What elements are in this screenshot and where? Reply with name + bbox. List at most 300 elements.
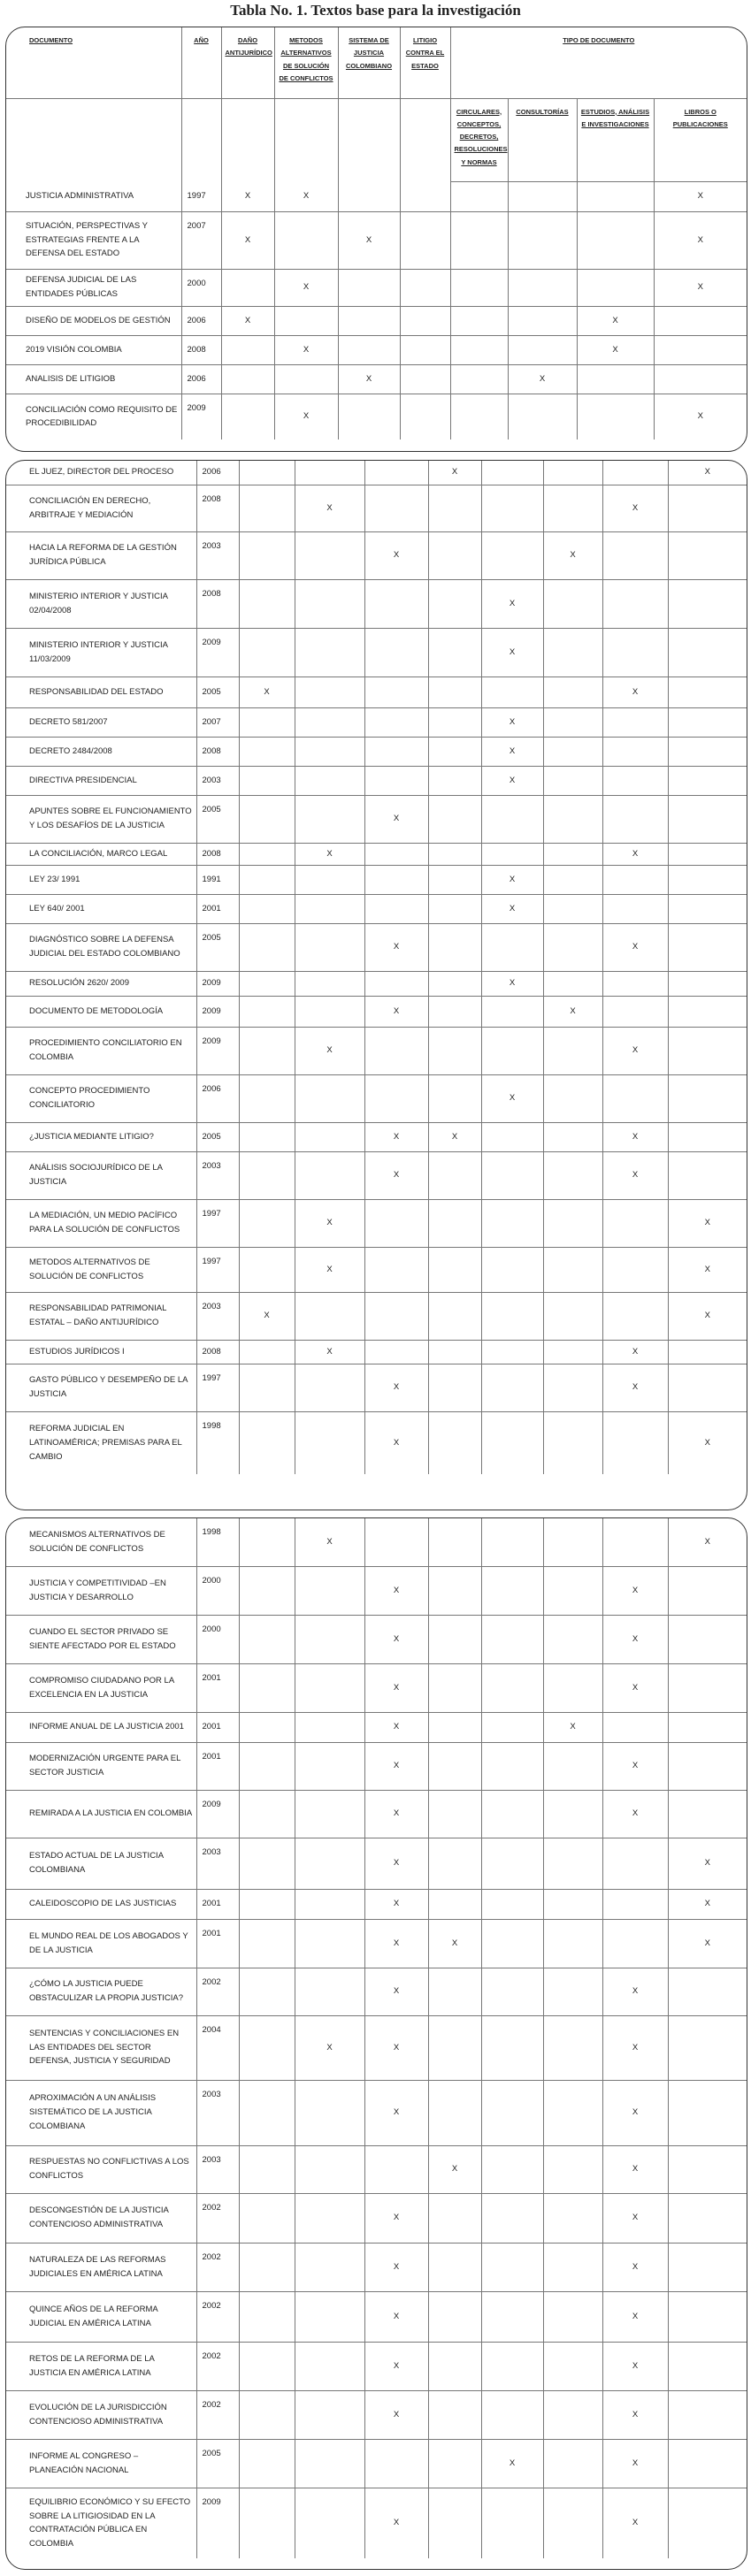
mark-cell-metodos-alternativos bbox=[295, 1889, 364, 1919]
mark-cell-metodos-alternativos: X bbox=[295, 485, 364, 531]
mark-cell-litigio-estado bbox=[400, 394, 450, 440]
mark-cell-metodos-alternativos bbox=[295, 2145, 364, 2193]
mark-cell-metodos-alternativos bbox=[295, 579, 364, 628]
mark-cell-litigio-estado bbox=[428, 2390, 481, 2439]
mark-cell-estudios-analisis: X bbox=[602, 2193, 668, 2243]
document-name-cell: DESCONGESTIÓN DE LA JUSTICIA CONTENCIOSO ADMINISTRATIVA bbox=[6, 2193, 196, 2243]
mark-cell-estudios-analisis bbox=[577, 269, 654, 306]
mark-cell-libros-publicaciones bbox=[668, 894, 747, 923]
mark-cell-metodos-alternativos bbox=[295, 628, 364, 676]
mark-cell-sistema-justicia bbox=[364, 1518, 428, 1566]
document-name-cell: LA MEDIACIÓN, UN MEDIO PACÍFICO PARA LA SOLUCIÓN DE CONFLICTOS bbox=[6, 1199, 196, 1247]
mark-cell-litigio-estado bbox=[400, 335, 450, 364]
mark-cell-dano-antijuridico bbox=[239, 737, 295, 766]
mark-cell-estudios-analisis: X bbox=[602, 1968, 668, 2015]
year-cell: 2001 bbox=[196, 1919, 239, 1968]
mark-cell-litigio-estado bbox=[428, 1518, 481, 1566]
table-body-3 bbox=[6, 1518, 747, 2558]
year-cell: 2008 bbox=[196, 843, 239, 865]
document-name-cell: HACIA LA REFORMA DE LA GESTIÓN JURÍDICA PÚBLICA bbox=[6, 531, 196, 579]
document-name-cell: DOCUMENTO DE METODOLOGÍA bbox=[6, 996, 196, 1027]
year-cell: 2001 bbox=[196, 1742, 239, 1790]
mark-cell-litigio-estado bbox=[428, 2015, 481, 2080]
document-name-cell: CUANDO EL SECTOR PRIVADO SE SIENTE AFECTADO POR EL ESTADO bbox=[6, 1615, 196, 1663]
mark-cell-sistema-justicia: X bbox=[364, 2342, 428, 2390]
mark-cell-circulares-normas bbox=[481, 1742, 543, 1790]
mark-cell-consultorias bbox=[543, 1364, 602, 1411]
mark-cell-sistema-justicia: X bbox=[364, 1838, 428, 1889]
mark-cell-metodos-alternativos bbox=[295, 2342, 364, 2390]
mark-cell-estudios-analisis bbox=[602, 1199, 668, 1247]
mark-cell-libros-publicaciones bbox=[668, 971, 747, 996]
mark-cell-circulares-normas bbox=[450, 211, 508, 269]
mark-cell-consultorias bbox=[543, 579, 602, 628]
mark-cell-litigio-estado bbox=[400, 306, 450, 335]
table-row bbox=[6, 628, 747, 676]
year-cell: 2002 bbox=[196, 1968, 239, 2015]
mark-cell-circulares-normas bbox=[481, 676, 543, 707]
mark-cell-circulares-normas bbox=[481, 2291, 543, 2342]
table-row bbox=[6, 461, 747, 485]
mark-cell-litigio-estado bbox=[428, 1364, 481, 1411]
mark-cell-circulares-normas: X bbox=[481, 894, 543, 923]
year-cell: 2006 bbox=[196, 461, 239, 485]
mark-cell-libros-publicaciones bbox=[654, 306, 747, 335]
mark-cell-estudios-analisis: X bbox=[602, 1364, 668, 1411]
document-name-cell: DECRETO 581/2007 bbox=[6, 707, 196, 737]
mark-cell-consultorias bbox=[543, 2291, 602, 2342]
mark-cell-libros-publicaciones: X bbox=[668, 1889, 747, 1919]
header-documento: DOCUMENTO bbox=[6, 27, 181, 98]
document-name-cell: SITUACIÓN, PERSPECTIVAS Y ESTRATEGIAS FRENTE A LA DEFENSA DEL ESTADO bbox=[6, 211, 181, 269]
mark-cell-estudios-analisis: X bbox=[602, 2488, 668, 2558]
subheader-row bbox=[6, 98, 747, 181]
mark-cell-litigio-estado bbox=[428, 2291, 481, 2342]
mark-cell-consultorias bbox=[543, 923, 602, 971]
table-row bbox=[6, 894, 747, 923]
header-circulares: CIRCULARES, CONCEPTOS, DECRETOS, RESOLUCIONES Y NORMAS bbox=[450, 98, 508, 181]
year-cell: 2002 bbox=[196, 2243, 239, 2291]
mark-cell-consultorias bbox=[543, 1790, 602, 1838]
mark-cell-circulares-normas bbox=[481, 1340, 543, 1364]
mark-cell-metodos-alternativos: X bbox=[295, 1247, 364, 1292]
year-cell: 2009 bbox=[181, 394, 221, 440]
header-litigio: LITIGIO CONTRA EL ESTADO bbox=[400, 27, 450, 98]
mark-cell-consultorias bbox=[543, 2342, 602, 2390]
mark-cell-estudios-analisis: X bbox=[602, 485, 668, 531]
mark-cell-litigio-estado bbox=[428, 2488, 481, 2558]
mark-cell-dano-antijuridico bbox=[239, 1199, 295, 1247]
document-name-cell: EL MUNDO REAL DE LOS ABOGADOS Y DE LA JUSTICIA bbox=[6, 1919, 196, 1968]
mark-cell-metodos-alternativos bbox=[295, 1742, 364, 1790]
document-name-cell: MINISTERIO INTERIOR Y JUSTICIA 11/03/2009 bbox=[6, 628, 196, 676]
mark-cell-consultorias bbox=[543, 1074, 602, 1122]
mark-cell-metodos-alternativos bbox=[295, 1411, 364, 1474]
mark-cell-dano-antijuridico: X bbox=[239, 1292, 295, 1340]
table-row bbox=[6, 1122, 747, 1151]
mark-cell-circulares-normas bbox=[481, 2080, 543, 2145]
mark-cell-estudios-analisis: X bbox=[602, 1340, 668, 1364]
table-row bbox=[6, 1712, 747, 1742]
table-row bbox=[6, 1790, 747, 1838]
mark-cell-sistema-justicia: X bbox=[364, 996, 428, 1027]
mark-cell-libros-publicaciones: X bbox=[668, 461, 747, 485]
mark-cell-litigio-estado bbox=[400, 211, 450, 269]
mark-cell-circulares-normas bbox=[481, 2193, 543, 2243]
document-name-cell: MODERNIZACIÓN URGENTE PARA EL SECTOR JUSTICIA bbox=[6, 1742, 196, 1790]
mark-cell-dano-antijuridico bbox=[239, 1919, 295, 1968]
mark-cell-libros-publicaciones: X bbox=[668, 1199, 747, 1247]
mark-cell-litigio-estado bbox=[428, 1968, 481, 2015]
table-row bbox=[6, 1027, 747, 1074]
header-tipo: TIPO DE DOCUMENTO bbox=[450, 27, 747, 98]
year-cell: 2008 bbox=[196, 485, 239, 531]
mark-cell-litigio-estado: X bbox=[428, 2145, 481, 2193]
mark-cell-estudios-analisis: X bbox=[602, 1566, 668, 1615]
mark-cell-metodos-alternativos bbox=[295, 2488, 364, 2558]
mark-cell-consultorias bbox=[508, 394, 577, 440]
mark-cell-sistema-justicia: X bbox=[338, 211, 400, 269]
mark-cell-litigio-estado bbox=[428, 1790, 481, 1838]
mark-cell-metodos-alternativos bbox=[295, 461, 364, 485]
document-name-cell: DISEÑO DE MODELOS DE GESTIÓN bbox=[6, 306, 181, 335]
document-name-cell: SENTENCIAS Y CONCILIACIONES EN LAS ENTIDADES DEL SECTOR DEFENSA, JUSTICIA Y SEGURIDAD bbox=[6, 2015, 196, 2080]
mark-cell-circulares-normas bbox=[481, 843, 543, 865]
mark-cell-consultorias bbox=[543, 1340, 602, 1364]
mark-cell-circulares-normas bbox=[481, 1122, 543, 1151]
mark-cell-estudios-analisis: X bbox=[602, 1615, 668, 1663]
table-row bbox=[6, 1364, 747, 1411]
mark-cell-circulares-normas: X bbox=[481, 971, 543, 996]
mark-cell-sistema-justicia bbox=[364, 1292, 428, 1340]
mark-cell-sistema-justicia: X bbox=[364, 1411, 428, 1474]
mark-cell-sistema-justicia bbox=[364, 1340, 428, 1364]
year-cell: 2002 bbox=[196, 2193, 239, 2243]
document-name-cell: ¿JUSTICIA MEDIANTE LITIGIO? bbox=[6, 1122, 196, 1151]
mark-cell-sistema-justicia bbox=[364, 628, 428, 676]
table-row bbox=[6, 1838, 747, 1889]
year-cell: 2000 bbox=[181, 269, 221, 306]
mark-cell-circulares-normas bbox=[481, 2145, 543, 2193]
table-row bbox=[6, 1663, 747, 1712]
mark-cell-dano-antijuridico bbox=[239, 1615, 295, 1663]
mark-cell-metodos-alternativos: X bbox=[274, 394, 338, 440]
mark-cell-metodos-alternativos bbox=[295, 1074, 364, 1122]
mark-cell-consultorias bbox=[508, 335, 577, 364]
table-row bbox=[6, 335, 747, 364]
mark-cell-libros-publicaciones: X bbox=[668, 1838, 747, 1889]
year-cell: 2003 bbox=[196, 2080, 239, 2145]
mark-cell-libros-publicaciones bbox=[668, 676, 747, 707]
mark-cell-consultorias bbox=[543, 1838, 602, 1889]
mark-cell-litigio-estado: X bbox=[428, 1122, 481, 1151]
mark-cell-circulares-normas: X bbox=[481, 628, 543, 676]
document-name-cell: CALEIDOSCOPIO DE LAS JUSTICIAS bbox=[6, 1889, 196, 1919]
documents-table-1 bbox=[6, 27, 747, 440]
mark-cell-libros-publicaciones: X bbox=[668, 1411, 747, 1474]
mark-cell-litigio-estado bbox=[400, 364, 450, 394]
year-cell: 2006 bbox=[181, 306, 221, 335]
mark-cell-libros-publicaciones bbox=[668, 1712, 747, 1742]
mark-cell-dano-antijuridico: X bbox=[221, 306, 274, 335]
document-name-cell: DIAGNÓSTICO SOBRE LA DEFENSA JUDICIAL DEL ESTADO COLOMBIANO bbox=[6, 923, 196, 971]
table-row bbox=[6, 2291, 747, 2342]
mark-cell-sistema-justicia bbox=[338, 394, 400, 440]
table-row bbox=[6, 485, 747, 531]
mark-cell-libros-publicaciones bbox=[668, 865, 747, 894]
mark-cell-circulares-normas bbox=[481, 1889, 543, 1919]
mark-cell-libros-publicaciones bbox=[668, 1968, 747, 2015]
mark-cell-dano-antijuridico bbox=[239, 1712, 295, 1742]
mark-cell-estudios-analisis: X bbox=[577, 335, 654, 364]
mark-cell-sistema-justicia bbox=[364, 485, 428, 531]
document-name-cell: CONCILIACIÓN EN DERECHO, ARBITRAJE Y MEDIACIÓN bbox=[6, 485, 196, 531]
mark-cell-dano-antijuridico bbox=[239, 971, 295, 996]
mark-cell-estudios-analisis bbox=[577, 181, 654, 211]
mark-cell-metodos-alternativos bbox=[274, 306, 338, 335]
mark-cell-estudios-analisis bbox=[602, 996, 668, 1027]
mark-cell-libros-publicaciones bbox=[668, 628, 747, 676]
mark-cell-dano-antijuridico bbox=[239, 628, 295, 676]
mark-cell-litigio-estado bbox=[428, 865, 481, 894]
table-row bbox=[6, 923, 747, 971]
mark-cell-metodos-alternativos bbox=[295, 1364, 364, 1411]
mark-cell-estudios-analisis bbox=[602, 579, 668, 628]
mark-cell-sistema-justicia: X bbox=[364, 2015, 428, 2080]
mark-cell-circulares-normas: X bbox=[481, 865, 543, 894]
mark-cell-estudios-analisis: X bbox=[602, 923, 668, 971]
year-cell: 1997 bbox=[196, 1364, 239, 1411]
mark-cell-metodos-alternativos bbox=[295, 996, 364, 1027]
mark-cell-libros-publicaciones bbox=[668, 1364, 747, 1411]
mark-cell-dano-antijuridico bbox=[239, 2291, 295, 2342]
document-name-cell: DECRETO 2484/2008 bbox=[6, 737, 196, 766]
mark-cell-sistema-justicia: X bbox=[364, 1122, 428, 1151]
document-name-cell: LA CONCILIACIÓN, MARCO LEGAL bbox=[6, 843, 196, 865]
year-cell: 2005 bbox=[196, 795, 239, 843]
header-row bbox=[6, 27, 747, 98]
document-name-cell: PROCEDIMIENTO CONCILIATORIO EN COLOMBIA bbox=[6, 1027, 196, 1074]
mark-cell-consultorias bbox=[543, 1292, 602, 1340]
mark-cell-litigio-estado bbox=[428, 843, 481, 865]
mark-cell-consultorias bbox=[543, 2193, 602, 2243]
mark-cell-sistema-justicia: X bbox=[338, 364, 400, 394]
mark-cell-circulares-normas bbox=[481, 2015, 543, 2080]
year-cell: 1998 bbox=[196, 1411, 239, 1474]
mark-cell-estudios-analisis bbox=[602, 628, 668, 676]
document-name-cell: NATURALEZA DE LAS REFORMAS JUDICIALES EN AMÉRICA LATINA bbox=[6, 2243, 196, 2291]
mark-cell-consultorias bbox=[543, 1663, 602, 1712]
mark-cell-sistema-justicia: X bbox=[364, 1742, 428, 1790]
mark-cell-litigio-estado bbox=[428, 923, 481, 971]
mark-cell-estudios-analisis: X bbox=[602, 843, 668, 865]
mark-cell-metodos-alternativos bbox=[295, 1663, 364, 1712]
mark-cell-sistema-justicia bbox=[338, 181, 400, 211]
mark-cell-consultorias bbox=[508, 211, 577, 269]
mark-cell-metodos-alternativos: X bbox=[295, 843, 364, 865]
mark-cell-libros-publicaciones bbox=[668, 2342, 747, 2390]
mark-cell-metodos-alternativos bbox=[295, 737, 364, 766]
mark-cell-metodos-alternativos bbox=[295, 1566, 364, 1615]
mark-cell-dano-antijuridico bbox=[239, 579, 295, 628]
mark-cell-litigio-estado bbox=[428, 1742, 481, 1790]
mark-cell-circulares-normas bbox=[481, 1518, 543, 1566]
mark-cell-sistema-justicia: X bbox=[364, 1889, 428, 1919]
mark-cell-estudios-analisis: X bbox=[602, 676, 668, 707]
mark-cell-consultorias bbox=[508, 306, 577, 335]
mark-cell-dano-antijuridico bbox=[239, 1742, 295, 1790]
document-name-cell: COMPROMISO CIUDADANO POR LA EXCELENCIA EN LA JUSTICIA bbox=[6, 1663, 196, 1712]
mark-cell-estudios-analisis: X bbox=[602, 1151, 668, 1199]
year-cell: 2003 bbox=[196, 531, 239, 579]
year-cell: 2009 bbox=[196, 628, 239, 676]
mark-cell-circulares-normas bbox=[481, 1838, 543, 1889]
mark-cell-dano-antijuridico bbox=[239, 2390, 295, 2439]
mark-cell-estudios-analisis bbox=[602, 1712, 668, 1742]
mark-cell-sistema-justicia: X bbox=[364, 795, 428, 843]
mark-cell-litigio-estado bbox=[428, 766, 481, 795]
mark-cell-libros-publicaciones bbox=[668, 531, 747, 579]
mark-cell-consultorias bbox=[543, 1247, 602, 1292]
mark-cell-litigio-estado bbox=[428, 1411, 481, 1474]
mark-cell-litigio-estado: X bbox=[428, 1919, 481, 1968]
mark-cell-metodos-alternativos bbox=[295, 2291, 364, 2342]
table-row bbox=[6, 971, 747, 996]
mark-cell-dano-antijuridico bbox=[221, 394, 274, 440]
mark-cell-estudios-analisis: X bbox=[602, 2342, 668, 2390]
mark-cell-sistema-justicia bbox=[364, 579, 428, 628]
year-cell: 2006 bbox=[181, 364, 221, 394]
mark-cell-consultorias bbox=[543, 1122, 602, 1151]
document-name-cell: 2019 VISIÓN COLOMBIA bbox=[6, 335, 181, 364]
year-cell: 2003 bbox=[196, 2145, 239, 2193]
mark-cell-estudios-analisis bbox=[602, 1838, 668, 1889]
header-metodos: METODOS ALTERNATIVOS DE SOLUCIÓN DE CONFLICTOS bbox=[274, 27, 338, 98]
year-cell: 2001 bbox=[196, 1889, 239, 1919]
mark-cell-litigio-estado bbox=[428, 737, 481, 766]
mark-cell-circulares-normas bbox=[481, 795, 543, 843]
mark-cell-metodos-alternativos bbox=[295, 2439, 364, 2488]
mark-cell-litigio-estado bbox=[428, 531, 481, 579]
mark-cell-litigio-estado bbox=[400, 269, 450, 306]
table-row bbox=[6, 795, 747, 843]
mark-cell-sistema-justicia: X bbox=[364, 2291, 428, 2342]
mark-cell-dano-antijuridico: X bbox=[221, 181, 274, 211]
mark-cell-metodos-alternativos bbox=[295, 676, 364, 707]
mark-cell-litigio-estado bbox=[428, 628, 481, 676]
mark-cell-litigio-estado bbox=[428, 1292, 481, 1340]
mark-cell-circulares-normas: X bbox=[481, 766, 543, 795]
table-row bbox=[6, 394, 747, 440]
mark-cell-estudios-analisis: X bbox=[602, 2015, 668, 2080]
table-row bbox=[6, 181, 747, 211]
mark-cell-consultorias bbox=[508, 269, 577, 306]
mark-cell-estudios-analisis: X bbox=[602, 2243, 668, 2291]
mark-cell-consultorias bbox=[543, 485, 602, 531]
mark-cell-circulares-normas bbox=[450, 306, 508, 335]
mark-cell-sistema-justicia bbox=[364, 676, 428, 707]
document-name-cell: ESTADO ACTUAL DE LA JUSTICIA COLOMBIANA bbox=[6, 1838, 196, 1889]
mark-cell-litigio-estado bbox=[428, 1151, 481, 1199]
mark-cell-dano-antijuridico bbox=[239, 531, 295, 579]
mark-cell-dano-antijuridico bbox=[239, 1518, 295, 1566]
mark-cell-consultorias bbox=[543, 865, 602, 894]
table-section-1 bbox=[5, 27, 747, 452]
mark-cell-libros-publicaciones bbox=[668, 766, 747, 795]
mark-cell-libros-publicaciones bbox=[668, 843, 747, 865]
year-cell: 2001 bbox=[196, 1712, 239, 1742]
mark-cell-consultorias bbox=[543, 461, 602, 485]
document-name-cell: METODOS ALTERNATIVOS DE SOLUCIÓN DE CONFLICTOS bbox=[6, 1247, 196, 1292]
mark-cell-sistema-justicia: X bbox=[364, 1968, 428, 2015]
mark-cell-estudios-analisis: X bbox=[602, 2390, 668, 2439]
mark-cell-litigio-estado bbox=[428, 996, 481, 1027]
documents-table-2 bbox=[6, 461, 747, 1474]
mark-cell-sistema-justicia bbox=[364, 1027, 428, 1074]
mark-cell-consultorias bbox=[543, 737, 602, 766]
mark-cell-metodos-alternativos bbox=[295, 2390, 364, 2439]
table-row bbox=[6, 676, 747, 707]
mark-cell-libros-publicaciones bbox=[668, 1122, 747, 1151]
mark-cell-libros-publicaciones bbox=[654, 364, 747, 394]
header-consultorias: CONSULTORÍAS bbox=[508, 98, 577, 181]
table-row bbox=[6, 2488, 747, 2558]
mark-cell-metodos-alternativos bbox=[295, 865, 364, 894]
mark-cell-consultorias bbox=[543, 1151, 602, 1199]
mark-cell-estudios-analisis bbox=[602, 766, 668, 795]
mark-cell-dano-antijuridico bbox=[239, 2439, 295, 2488]
document-name-cell: EL JUEZ, DIRECTOR DEL PROCESO bbox=[6, 461, 196, 485]
year-cell: 2002 bbox=[196, 2291, 239, 2342]
mark-cell-consultorias bbox=[543, 894, 602, 923]
mark-cell-circulares-normas bbox=[450, 394, 508, 440]
document-name-cell: CONCILIACIÓN COMO REQUISITO DE PROCEDIBILIDAD bbox=[6, 394, 181, 440]
mark-cell-litigio-estado bbox=[428, 1247, 481, 1292]
mark-cell-metodos-alternativos bbox=[295, 1919, 364, 1968]
year-cell: 2005 bbox=[196, 1122, 239, 1151]
mark-cell-dano-antijuridico bbox=[239, 2488, 295, 2558]
mark-cell-estudios-analisis bbox=[602, 1292, 668, 1340]
mark-cell-circulares-normas bbox=[481, 996, 543, 1027]
mark-cell-litigio-estado bbox=[428, 1615, 481, 1663]
mark-cell-libros-publicaciones bbox=[668, 1742, 747, 1790]
table-section-3 bbox=[5, 1517, 747, 2570]
mark-cell-consultorias bbox=[543, 1919, 602, 1968]
document-name-cell: MECANISMOS ALTERNATIVOS DE SOLUCIÓN DE CONFLICTOS bbox=[6, 1518, 196, 1566]
mark-cell-libros-publicaciones: X bbox=[654, 269, 747, 306]
mark-cell-consultorias bbox=[543, 1518, 602, 1566]
mark-cell-litigio-estado bbox=[428, 2080, 481, 2145]
mark-cell-dano-antijuridico bbox=[239, 1566, 295, 1615]
mark-cell-consultorias bbox=[543, 766, 602, 795]
year-cell: 2005 bbox=[196, 923, 239, 971]
mark-cell-metodos-alternativos bbox=[295, 894, 364, 923]
mark-cell-consultorias bbox=[543, 1027, 602, 1074]
mark-cell-dano-antijuridico bbox=[239, 1027, 295, 1074]
mark-cell-circulares-normas bbox=[481, 1292, 543, 1340]
mark-cell-libros-publicaciones bbox=[668, 1615, 747, 1663]
mark-cell-circulares-normas: X bbox=[481, 579, 543, 628]
mark-cell-estudios-analisis bbox=[577, 211, 654, 269]
mark-cell-circulares-normas bbox=[481, 531, 543, 579]
mark-cell-consultorias: X bbox=[543, 996, 602, 1027]
mark-cell-estudios-analisis: X bbox=[602, 1742, 668, 1790]
mark-cell-dano-antijuridico bbox=[221, 364, 274, 394]
year-cell: 2001 bbox=[196, 894, 239, 923]
mark-cell-dano-antijuridico bbox=[239, 2015, 295, 2080]
table-title: Tabla No. 1. Textos base para la investigación bbox=[230, 2, 521, 19]
mark-cell-estudios-analisis: X bbox=[602, 1790, 668, 1838]
